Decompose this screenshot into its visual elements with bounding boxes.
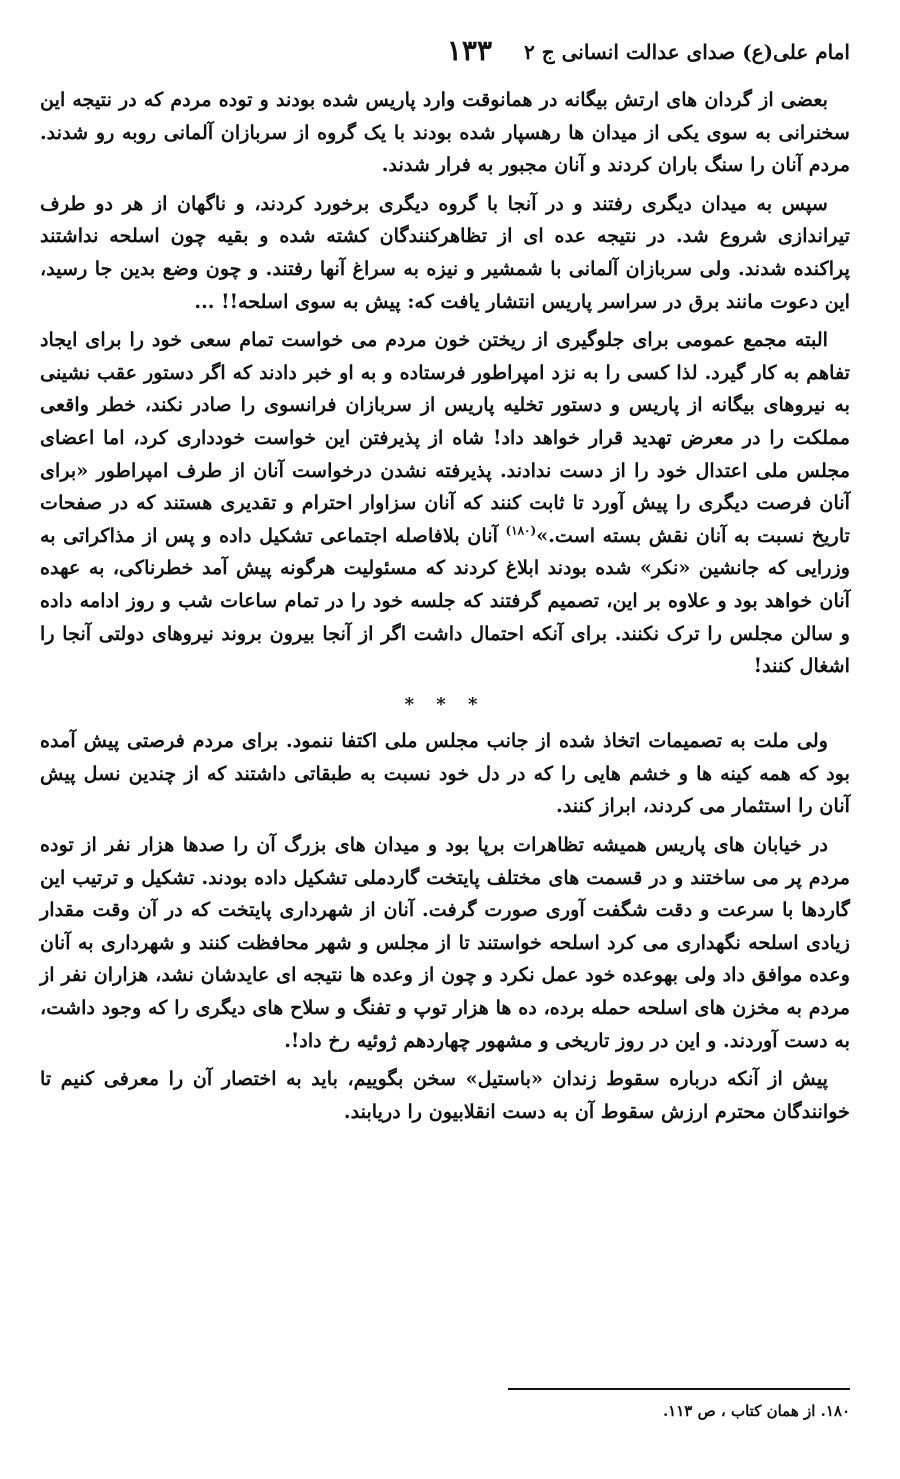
page-number: ۱۳۳: [446, 34, 492, 67]
paragraph-5: در خیابان های پاریس همیشه تظاهرات برپا بود و میدان های بزرگ آن را صدها هزار نفر از توده مردم پر می ساختند و در قسمت های مختلف پایتخت گاردملی تشکیل داده بودند. تشکیل و ترتیب این گاردها با سرعت و دقت شگفت آوری صورت گرفت. آنان از شهرداری پایتخت که در آن وقت مقدار زیادی اسلحه نگهداری می کرد اسلحه خواستند تا از مجلس و شهر محافظت کنند و شهرداری به آنان وعده موافق داد ولی بهوعده خود عمل نکرد و چون از وعده ها نتیجه ای عایدشان نشد، هزاران نفر از مردم به مخزن های اسلحه حمله برده، ده ها هزار توپ و تفنگ و سلاح های دیگری را که وجود داشت، به دست آوردند. و این در روز تاریخی و مشهور چهاردهم ژوئیه رخ داد!.: [40, 833, 850, 1052]
paragraph-2: سپس به میدان دیگری رفتند و در آنجا با گروه دیگری برخورد کردند، و ناگهان از هر دو طرف تیراندازی شروع شد. در نتیجه عده ای از تظاهرکنندگان کشته شده و بقیه چون اسلحه نداشتند پراکنده شدند. ولی سربازان آلمانی با شمشیر و نیزه به سراغ آنها رفتند. و چون وضع بدین جا رسید، این دعوت مانند برق در سراسر پاریس انتشار یافت که: پیش به سوی اسلحه!! ...: [40, 191, 850, 313]
footnote-divider: [508, 1388, 850, 1390]
section-separator: * * *: [404, 693, 486, 715]
paragraph-6: پیش از آنکه درباره سقوط زندان «باستیل» سخن بگوییم، باید به اختصار آن را معرفی کنیم تا خوانندگان محترم ارزش سقوط آن به دست انقلابیون را دریابند.: [40, 1067, 850, 1123]
page-body: [40, 84, 850, 1134]
paragraph-3-text: البته مجمع عمومی برای جلوگیری از ریختن خون مردم می خواست تمام سعی خود را برای ایجاد تفاهم به کار گیرد. لذا کسی را به نزد امپراطور فرستاده و به او خبر دادند که اگر دستور عقب نشینی به نیروهای بیگانه از پاریس و دستور تخلیه پاریس از سربازان فرانسوی را صادر نکند، خطر واقعی مملکت را در معرض تهدید قرار خواهد داد! شاه از پذیرفتن این خواست خودداری کرد، اما اعضای مجلس ملی اعتدال خود را از دست ندادند. پذیرفته نشدن درخواست آنان از طرف امپراطور «برای آنان فرصت دیگری را پیش آورد تا ثابت کنند که آنان سزاوار احترام و تقدیری هستند که در صفحات تاریخ نسبت به آنان نقش بسته است.»: [40, 328, 850, 547]
page-header: [42, 34, 850, 78]
paragraph-3-continuation: آنان بلافاصله اجتماعی تشکیل داده و پس از مذاکراتی به وزرایی که جانشین «نکر» شده بودند ابلاغ کردند که مسئولیت هرگونه پیش آمد خطرناکی، به عهده آنان خواهد بود و علاوه بر این، تصمیم گرفتند که جلسه خود را در تمام ساعات شب و روز ادامه داده و سالن مجلس را ترک نکنند. برای آنکه احتمال داشت اگر از آنجا بیرون بروند نیروهای دولتی آنجا را اشغال کنند!: [40, 523, 850, 678]
footnote-reference: (۱۸۰): [505, 523, 537, 538]
footnote: ۱۸۰. از همان کتاب ، ص ۱۱۳.: [662, 1402, 850, 1420]
paragraph-1: بعضی از گردان های ارتش بیگانه در همانوقت وارد پاریس شده بودند و توده مردم که در نتیجه این سخنرانی به سوی یکی از میدان ها رهسپار شده بودند با یک گروه از سربازان آلمانی روبه رو شدند. مردم آنان را سنگ باران کردند و آنان مجبور به فرار شدند.: [40, 88, 850, 177]
running-title: امام علی(ع) صدای عدالت انسانی ج ۲: [524, 40, 850, 64]
paragraph-3: [40, 324, 850, 683]
paragraph-4: ولی ملت به تصمیمات اتخاذ شده از جانب مجلس ملی اکتفا ننمود. برای مردم فرصتی پیش آمده بود که همه کینه ها و خشم هایی را که در دل خود نسبت به طبقاتی داشتند که از چندین نسل پیش آنان را استثمار می کردند، ابراز کنند.: [40, 729, 850, 818]
